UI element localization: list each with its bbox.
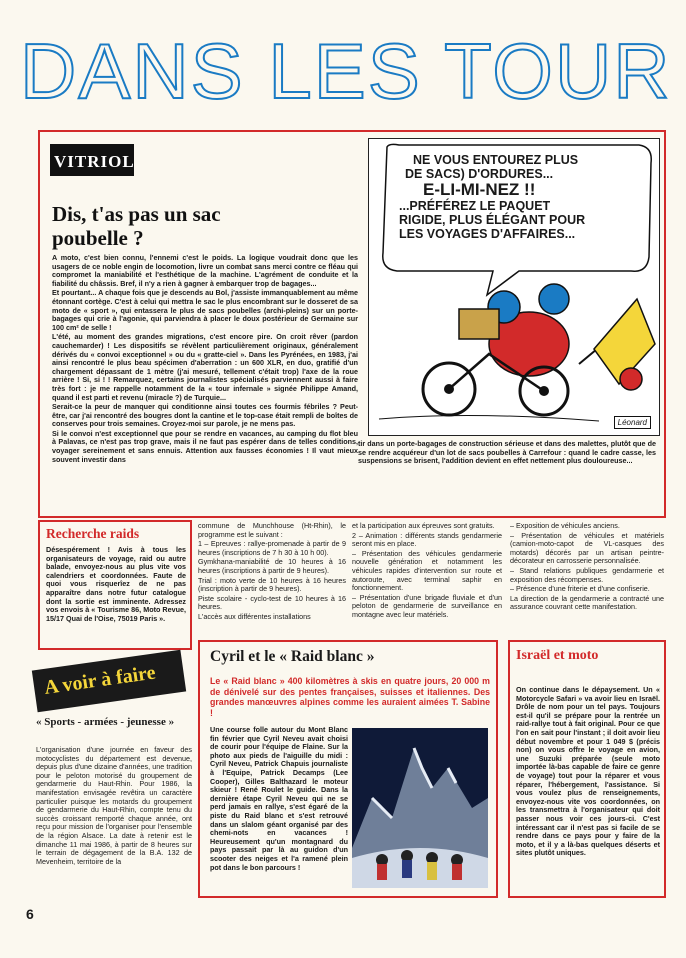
israel-box xyxy=(508,640,666,898)
cyril-title: Cyril et le « Raid blanc » xyxy=(210,648,375,665)
bubble-line: RIGIDE, PLUS ÉLÉGANT POUR xyxy=(399,213,586,227)
vitriol-body-right: tir dans un porte-bagages de construction sérieuse et dans des malettes, plutôt que de se rendre acquéreur d'un lot de sacs poubelles à Carrefour : quand le cadre casse, les suspensions se brisent, l'addition devient en effet nettement plus douloureuse... xyxy=(358,440,656,466)
mid-paragraph: commune de Munchhouse (Ht-Rhin), le programme est le suivant : xyxy=(198,522,346,539)
a-voir-badge xyxy=(32,650,186,712)
mid-paragraph: Piste scolaire - cyclo-test de 10 heures à 16 heures. xyxy=(198,593,346,612)
bubble-line: LES VOYAGES D'AFFAIRES... xyxy=(399,227,576,241)
raids-text: Désespérement ! Avis à tous les organisateurs de voyage, raid ou autre balade, envoyez-nous au plus vite vos calendriers et coordonnées. Faute de quoi vous risquerîez de ne pas apparaître dans notre futur catalogue dont la sortie est imminente. Adressez vos envois à « Tourisme 86, Moto Revue, 15/17 Quai de l'Oise, 75019 Paris ». xyxy=(46,546,186,623)
mid-paragraph: – Présence d'une friterie et d'une confiserie. xyxy=(510,584,650,594)
vitriol-paragraph: A moto, c'est bien connu, l'ennemi c'est le poids. La logique voudrait donc que les usagers de ce noble engin de locomotion, livre un combat sans merci contre ce fléau qui compromet la maniabilité et l'esthétique de la machine. L'agrément de conduite et la fiabilité du châssis. Bref, il n'y a rien à gagner à embarquer trop de bagages... xyxy=(52,254,358,288)
vitriol-title: Dis, t'as pas un sac poubelle ? xyxy=(52,202,221,250)
mid-paragraph: Gymkhana-maniabilité de 10 heures à 16 heures (inscriptions à partir de 9 heures). xyxy=(198,557,346,575)
speech-bubble-text xyxy=(399,153,639,241)
page-number: 6 xyxy=(26,906,34,922)
vitriol-body-left xyxy=(52,254,358,514)
raids-box xyxy=(38,520,192,650)
vitriol-paragraph: Et pourtant... A chaque fois que je descends au Bol, j'assiste immanquablement au même étonnant cortège. C'est à celui qui mettra le sac le plus encombrant sur le dosseret de sa moto de « sport », qui entassera le plus de sacs poubelles (archi-pleins) sur un porte-bagages qui crie à l'agonie, qui parviendra à placer le doux postérieur de Germaine sur 100 cm² de selle ! xyxy=(52,288,358,332)
vitriol-paragraph: L'été, au moment des grandes migrations, c'est encore pire. On croit rêver (pardon cauchemarder) ! Les dispositifs se révèlent particulièrement originaux, généralement dérivés du « convoi exceptionnel » ou du « gratte-ciel ». Dans les Pyrénées, en 1983, j'ai ainsi rencontré le plus beau spécimen d'aberration : un 600 XLR, en duo, gratifié d'un chargement dépassant de 1 mètre (j'ai mesuré, tellement c'était trop) l'axe de la roue arrière ! Si, si ! ! Remarquez, certains journalistes spécialisés parviennent aussi à faire très fort : je me rappelle notamment de la « tour infernale » signée Philippe Amand, quand il est parti et revenu (miracle ?) de Turquie... xyxy=(52,332,358,402)
mid-paragraph: – Stand relations publiques gendarmerie et exposition des récompenses. xyxy=(510,565,664,584)
mid-paragraph: 1 – Epreuves : rallye-promenade à partir de 9 heures (inscriptions de 7 h 30 à 10 h 00). xyxy=(198,539,346,557)
mid-paragraph: – Présentation des véhicules gendarmerie nouvelle génération et notamment les véhicules rapides d'intervention sur route et autoroute, avec terminal saphir en fonctionnement. xyxy=(352,548,502,593)
mid-column-3 xyxy=(510,522,664,640)
cyril-photo xyxy=(352,728,488,888)
vitriol-badge-label: VITRIOL xyxy=(54,152,135,171)
mid-paragraph: – Présentation d'une brigade fluviale et d'un peloton de gendarmerie de surveillance en montagne avec leur matériels. xyxy=(352,592,502,619)
mountain-photo xyxy=(352,728,488,888)
mid-paragraph: 2 – Animation : différents stands gendarmerie seront mis en place. xyxy=(352,530,502,549)
page-headline: DANS LES TOUR xyxy=(20,36,672,106)
mid-paragraph: Trial : moto verte de 10 heures à 16 heures (inscription à partir de 9 heures). xyxy=(198,575,346,594)
cartoon-signature: Léonard xyxy=(614,416,651,429)
israel-title: Israël et moto xyxy=(516,648,599,663)
israel-text: On continue dans le dépaysement. Un « Motorcycle Safari » va avoir lieu en Israël. Drôle de nom pour un tel pays. Toujours est-il qu'il se prépare pour la rentrée un raid-rallye tout à fait original. Pour ce que l'on en sait pour l'instant ; il doit avoir lieu début novembre et pour 1 049 $ (précis non) on vous offre le voyage en avion, une Suzuki préparée (seule moto importée là-bas capable de faire ce genre de voyage) tout pour la réparer et vous réparer, l'hébergement, l'assistance. Si vous voulez plus de renseignements, envoyez-nous vite vos coordonnées, on les transmettra à l'organisateur qui doit passer nous voir ces jours-ci. C'est intéressant car il n'est pas si facile de se rendre dans ce pays pour y faire de la moto, et il y a là-bas quelques déserts et sites plutôt uniques. xyxy=(516,686,660,858)
mid-column-1 xyxy=(198,522,346,640)
bubble-line: NE VOUS ENTOUREZ PLUS xyxy=(413,153,579,167)
raids-title: Recherche raids xyxy=(46,526,140,541)
vitriol-box xyxy=(38,130,666,518)
vitriol-paragraph: Si le convoi n'est exceptionnel que pour se rendre en vacances, au camping du flot bleu à Palavas, ce n'est pas trop grave, mais il ne faut pas espérer dans de telles conditions, voyager sereinement et sans ennuis. Attention aux fausses économies ! Il vaut mieux souvent investir dans xyxy=(52,428,358,464)
mid-paragraph: – Présentation de véhicules et matériels (camion-moto-capot de VL-casques des motards) décorés par un artisan peintre-décorateur en carrosserie personnalisée. xyxy=(510,530,664,566)
a-voir-badge-label: A voir à faire xyxy=(42,661,157,699)
bubble-line: DE SACS) D'ORDURES... xyxy=(405,167,554,181)
mid-paragraph: et la participation aux épreuves sont gratuits. xyxy=(352,522,495,530)
avoir-subtitle: « Sports - armées - jeunesse » xyxy=(36,716,175,728)
cyril-box xyxy=(198,640,498,898)
vitriol-badge xyxy=(50,144,134,176)
mid-column-2 xyxy=(352,522,502,640)
cyril-lead: Le « Raid blanc » 400 kilomètres à skis en quatre jours, 20 000 m de dénivelé sur des pentes françaises, suisses et italiennes. Des grandes manœuvres alpines comme les auraient aimées T. Sabine ! xyxy=(210,676,490,718)
mid-paragraph: La direction de la gendarmerie a contracté une assurance couvrant cette manifestation. xyxy=(510,593,664,612)
cyril-body: Une course folle autour du Mont Blanc fin février que Cyril Neveu avait choisi de courir pour l'équipe de Flaine. Sur la photo aux pieds de l'aiguille du midi : Cyril Neveu, Patrick Chapuis journaliste à l'Equipe, Patrick Decamps (Lee Cooper), Gilles Balthazard le moteur skieur ! René Roulet le guide. Dans la dernière étape Cyril Neveu qui ne se perd jamais en rallye, s'est égaré de la piste du Raid blanc et s'est retrouvé dans un slalom géant organisé par des chemi-nots en vacances ! Heureusement qu'un montagnard du pays passait par là au guidon d'un scooter des neiges et l'a ramené plein pot dans le bon parcours ! xyxy=(210,726,348,872)
bubble-line: ...PRÉFÉREZ LE PAQUET xyxy=(399,199,551,213)
avoir-text: L'organisation d'une journée en faveur des motocyclistes du département est devenue, depuis plus d'une dizaine d'années, une tradition pour le peloton motorisé du groupement de gendarmerie du Haut-Rhin. Pour 1986, la manifestation envisagée revêtira un caractère particulier puisque les motards du groupement de gendarmerie du Haut-Rhin, compte tenu du succès croissant remporté chaque année, ont reçu pour mission de l'organiser pour l'ensemble de la région Alsace. La date à retenir est le dimanche 11 mai 1986, à partir de 8 heures sur le terrain de dégagement de la B.A. 132 de Mevenheim, territoire de la xyxy=(36,746,192,866)
mid-paragraph: L'accès aux différentes installations xyxy=(198,611,311,621)
vitriol-paragraph: Serait-ce la peur de manquer qui conditionne ainsi toutes ces fourmis fébriles ? Peut-être, car j'ai rencontré des bougres dont la cantine et le top-case était rempli de boîtes de conserves pour trois semaines. Croyez-moi sur parole, je ne mens pas. xyxy=(52,402,358,429)
mid-paragraph: – Exposition de véhicules anciens. xyxy=(510,522,620,530)
bubble-line-emphasis: E-LI-MI-NEZ !! xyxy=(423,180,536,199)
cartoon-illustration xyxy=(368,138,660,436)
